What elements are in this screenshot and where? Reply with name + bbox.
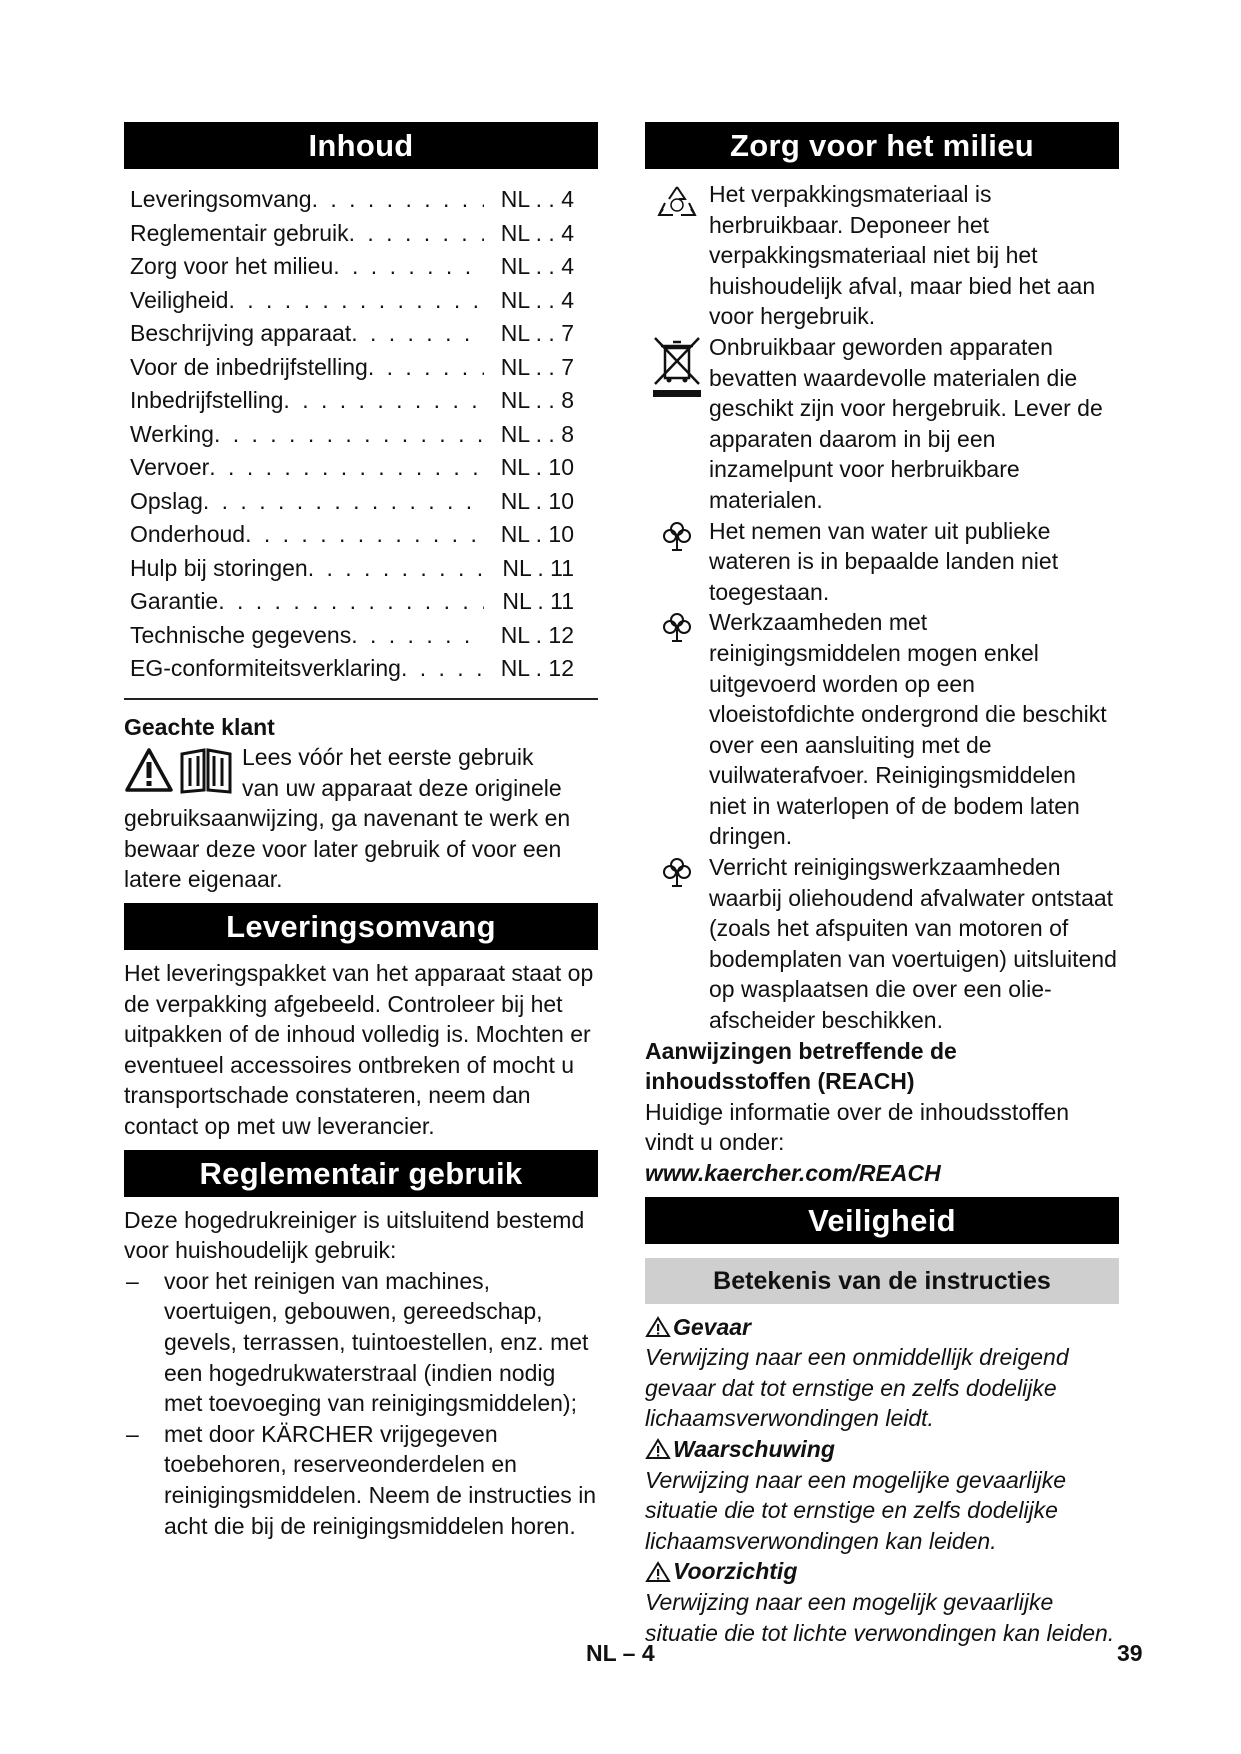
- signal-warning: Waarschuwing Verwijzing naar een mogelijke gevaarlijke situatie die tot ernstige en zelfs dodelijke lichaamsverwondingen kan leiden.: [645, 1435, 1067, 1554]
- toc-entry[interactable]: Werking . . . NL . . 8: [130, 418, 574, 452]
- section-page-label: NL – 4: [586, 1640, 655, 1666]
- use-title: Reglementair gebruik: [124, 1150, 598, 1197]
- use-intro: Deze hogedrukreiniger is uitsluitend bestemd voor huishoudelijk gebruik:: [124, 1206, 585, 1264]
- toc-entry[interactable]: Voor de inbedrijfstelling . . . NL . . 7: [130, 351, 574, 385]
- signals-title: Betekenis van de instructies: [645, 1258, 1119, 1304]
- tree-icon: [662, 611, 692, 643]
- signal-danger: Gevaar Verwijzing naar een onmiddellijk dreigend gevaar dat tot ernstige en zelfs dodelijke lichaamsverwondingen leidt.: [645, 1313, 1069, 1432]
- warning-triangle-icon: [645, 1438, 671, 1460]
- reach-link[interactable]: www.kaercher.com/REACH: [645, 1160, 941, 1186]
- greeting-line-1: Lees vóór het eerste gebruik: [242, 744, 534, 771]
- toc-entry[interactable]: Veiligheid . . . NL . . 4: [130, 284, 574, 318]
- env-item: Onbruikbaar geworden apparaten bevatten waardevolle materialen die geschikt zijn voor hergebruik. Lever de apparaten daarom in bij een inzamelpunt voor herbruikbare materialen.: [645, 332, 1119, 516]
- list-item: – met door KÄRCHER vrijgegeven toebehoren, reserveonderdelen en reinigingsmiddelen. Neem de instructies in acht die bij de reinigingsmiddelen horen.: [124, 1419, 598, 1541]
- toc-entry[interactable]: Onderhoud . . . NL . 10: [130, 518, 574, 552]
- crossed-bin-icon: [651, 336, 703, 398]
- greeting-title: Geachte klant: [124, 713, 275, 740]
- list-item: – voor het reinigen van machines, voertuigen, gebouwen, gereedschap, gevels, terrassen, tuintoestellen, enz. met een hogedrukwaterstraal (indien nodig met toevoeging van reinigingsmiddelen);: [124, 1266, 598, 1419]
- warning-triangle-icon: [645, 1316, 671, 1338]
- toc-entry[interactable]: Inbedrijfstelling . . . NL . . 8: [130, 384, 574, 418]
- recycle-icon: [655, 183, 699, 223]
- greeting-text: gebruiksaanwijzing, ga navenant te werk en bewaar deze voor later gebruik of voor een latere eigenaar.: [124, 805, 571, 893]
- env-item: Verricht reinigingswerkzaamheden waarbij oliehoudend afvalwater ontstaat (zoals het afspuiten van motoren of bodemplaten van voertuigen) uitsluitend op wasplaatsen die over een olie-afscheider beschikken.: [645, 852, 1119, 1036]
- tree-icon: [662, 856, 692, 888]
- toc-entry[interactable]: Reglementair gebruik . . . NL . . 4: [130, 217, 574, 251]
- toc-entry[interactable]: Opslag . . . NL . 10: [130, 485, 574, 519]
- manual-book-icon: [178, 746, 234, 794]
- toc-entry[interactable]: Vervoer . . . NL . 10: [130, 451, 574, 485]
- env-item: Het nemen van water uit publieke wateren is in bepaalde landen niet toegestaan.: [645, 516, 1119, 608]
- toc-entry[interactable]: Garantie . . . NL . 11: [130, 585, 574, 619]
- scope-text: Het leveringspakket van het apparaat staat op de verpakking afgebeeld. Controleer bij het uitpakken of de inhoud volledig is. Mochten er eventueel accessoires ontbreken of mocht u transportschade constateren, neem dan contact op met uw leverancier.: [124, 960, 594, 1140]
- left-column: [124, 122, 598, 1541]
- safety-title: Veiligheid: [645, 1197, 1119, 1244]
- toc-entry[interactable]: Hulp bij storingen . . . NL . 11: [130, 552, 574, 586]
- warning-triangle-icon: [645, 1561, 671, 1583]
- toc-title: Inhoud: [124, 122, 598, 169]
- tree-icon: [662, 520, 692, 552]
- toc-entry[interactable]: EG-conformiteitsverklaring . . . NL . 12: [130, 652, 574, 686]
- toc-entry[interactable]: Technische gegevens . . . NL . 12: [130, 619, 574, 653]
- reach-text: Huidige informatie over de inhoudsstoffen vindt u onder:: [645, 1098, 1070, 1156]
- greeting-line-2: van uw apparaat deze originele: [242, 774, 562, 801]
- signal-caution: Voorzichtig Verwijzing naar een mogelijk gevaarlijke situatie die tot lichte verwondingen kan leiden.: [645, 1558, 1115, 1646]
- use-list: [124, 1266, 598, 1541]
- reach-title: Aanwijzingen betreffende de inhoudsstoffen (REACH): [645, 1037, 957, 1095]
- table-of-contents: [130, 183, 574, 686]
- warning-triangle-icon: [124, 747, 174, 793]
- env-item: Het verpakkingsmateriaal is herbruikbaar. Deponeer het verpakkingsmateriaal niet bij het huishoudelijk afval, maar bied het aan voor hergebruik.: [645, 179, 1119, 332]
- toc-entry[interactable]: Beschrijving apparaat . . . NL . . 7: [130, 317, 574, 351]
- divider: [124, 698, 598, 700]
- right-column: [645, 122, 1119, 1648]
- toc-entry[interactable]: Leveringsomvang . . . NL . . 4: [130, 183, 574, 217]
- page-number: 39: [1117, 1640, 1143, 1666]
- toc-entry[interactable]: Zorg voor het milieu . . . NL . . 4: [130, 250, 574, 284]
- environment-title: Zorg voor het milieu: [645, 122, 1119, 169]
- scope-title: Leveringsomvang: [124, 903, 598, 950]
- env-item: Werkzaamheden met reinigingsmiddelen mogen enkel uitgevoerd worden op een vloeistofdichte ondergrond die beschikt over een aansluiting met de vuilwaterafvoer. Reinigingsmiddelen niet in waterlopen of de bodem laten dringen.: [645, 607, 1119, 852]
- greeting-section: [124, 712, 598, 896]
